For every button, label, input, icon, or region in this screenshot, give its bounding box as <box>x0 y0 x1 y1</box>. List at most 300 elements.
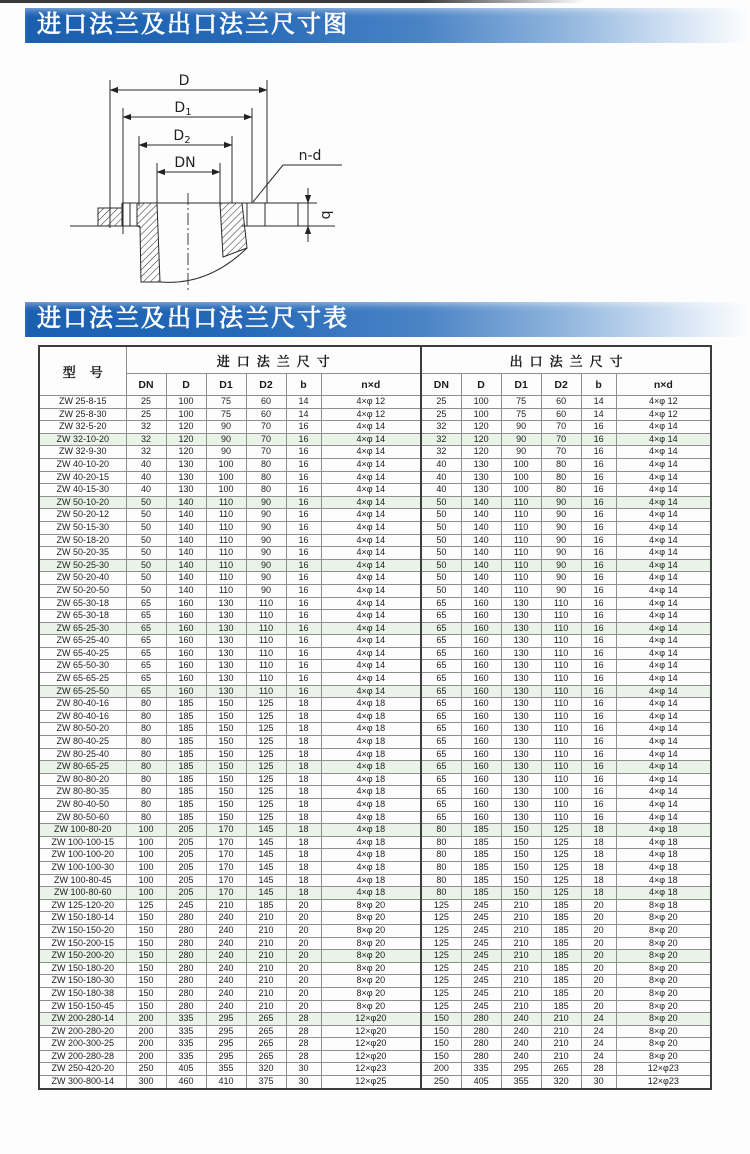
value-cell: 4×φ 18 <box>616 874 711 887</box>
value-cell: 4×φ 14 <box>616 773 711 786</box>
value-cell: 4×φ 14 <box>616 748 711 761</box>
table-row <box>39 912 711 925</box>
value-cell: 16 <box>286 673 321 686</box>
value-cell: 65 <box>421 799 461 812</box>
value-cell: 125 <box>421 937 461 950</box>
model-cell: ZW 150-150-45 <box>39 1000 126 1013</box>
value-cell: 335 <box>461 1063 501 1076</box>
value-cell: 110 <box>206 521 246 534</box>
value-cell: 295 <box>206 1025 246 1038</box>
value-cell: 50 <box>421 572 461 585</box>
value-cell: 80 <box>421 887 461 900</box>
value-cell: 110 <box>541 723 581 736</box>
model-cell: ZW 50-20-12 <box>39 509 126 522</box>
value-cell: 4×φ 14 <box>616 572 711 585</box>
value-cell: 240 <box>206 937 246 950</box>
col-header-dn: DN <box>126 374 166 396</box>
value-cell: 130 <box>206 597 246 610</box>
value-cell: 130 <box>206 647 246 660</box>
value-cell: 200 <box>126 1050 166 1063</box>
value-cell: 125 <box>246 786 286 799</box>
value-cell: 185 <box>461 874 501 887</box>
value-cell: 14 <box>286 396 321 409</box>
value-cell: 170 <box>206 861 246 874</box>
table-row <box>39 1076 711 1089</box>
table-row <box>39 1013 711 1026</box>
table-row <box>39 849 711 862</box>
value-cell: 4×φ 18 <box>321 874 421 887</box>
value-cell: 4×φ 18 <box>321 786 421 799</box>
value-cell: 200 <box>126 1025 166 1038</box>
value-cell: 16 <box>581 748 616 761</box>
value-cell: 100 <box>501 484 541 497</box>
value-cell: 4×φ 14 <box>616 811 711 824</box>
table-row <box>39 471 711 484</box>
value-cell: 70 <box>541 421 581 434</box>
value-cell: 160 <box>461 748 501 761</box>
value-cell: 125 <box>421 962 461 975</box>
value-cell: 65 <box>421 685 461 698</box>
table-row <box>39 610 711 623</box>
value-cell: 110 <box>246 635 286 648</box>
value-cell: 16 <box>581 647 616 660</box>
value-cell: 80 <box>421 861 461 874</box>
value-cell: 210 <box>501 924 541 937</box>
value-cell: 160 <box>166 685 206 698</box>
value-cell: 210 <box>501 1000 541 1013</box>
value-cell: 125 <box>541 887 581 900</box>
value-cell: 150 <box>126 924 166 937</box>
value-cell: 16 <box>581 761 616 774</box>
value-cell: 335 <box>166 1050 206 1063</box>
value-cell: 150 <box>126 987 166 1000</box>
value-cell: 65 <box>421 723 461 736</box>
table-row <box>39 736 711 749</box>
value-cell: 240 <box>501 1038 541 1051</box>
value-cell: 65 <box>421 622 461 635</box>
value-cell: 18 <box>286 786 321 799</box>
value-cell: 245 <box>461 899 501 912</box>
value-cell: 65 <box>421 786 461 799</box>
value-cell: 18 <box>581 836 616 849</box>
value-cell: 8×φ 20 <box>616 912 711 925</box>
value-cell: 110 <box>246 685 286 698</box>
value-cell: 4×φ 14 <box>616 698 711 711</box>
section-title-diagram <box>25 8 750 43</box>
model-cell: ZW 150-180-30 <box>39 975 126 988</box>
value-cell: 28 <box>286 1013 321 1026</box>
value-cell: 130 <box>166 484 206 497</box>
value-cell: 110 <box>501 534 541 547</box>
value-cell: 18 <box>286 824 321 837</box>
value-cell: 16 <box>286 421 321 434</box>
value-cell: 8×φ 20 <box>616 1025 711 1038</box>
table-row <box>39 572 711 585</box>
value-cell: 16 <box>286 509 321 522</box>
value-cell: 185 <box>541 937 581 950</box>
value-cell: 16 <box>581 559 616 572</box>
value-cell: 18 <box>286 736 321 749</box>
value-cell: 16 <box>581 673 616 686</box>
value-cell: 110 <box>206 509 246 522</box>
value-cell: 240 <box>501 1013 541 1026</box>
model-cell: ZW 65-40-25 <box>39 647 126 660</box>
value-cell: 16 <box>286 622 321 635</box>
value-cell: 110 <box>246 622 286 635</box>
table-row <box>39 950 711 963</box>
value-cell: 4×φ 14 <box>321 471 421 484</box>
value-cell: 4×φ 14 <box>321 509 421 522</box>
value-cell: 4×φ 12 <box>616 408 711 421</box>
value-cell: 150 <box>126 1000 166 1013</box>
value-cell: 200 <box>421 1063 461 1076</box>
value-cell: 210 <box>541 1013 581 1026</box>
value-cell: 18 <box>286 799 321 812</box>
value-cell: 265 <box>246 1050 286 1063</box>
value-cell: 140 <box>461 572 501 585</box>
model-cell: ZW 50-25-30 <box>39 559 126 572</box>
value-cell: 130 <box>501 698 541 711</box>
value-cell: 16 <box>286 534 321 547</box>
value-cell: 4×φ 14 <box>321 421 421 434</box>
value-cell: 125 <box>541 874 581 887</box>
value-cell: 150 <box>206 799 246 812</box>
value-cell: 90 <box>501 433 541 446</box>
value-cell: 80 <box>246 484 286 497</box>
value-cell: 16 <box>581 698 616 711</box>
value-cell: 8×φ 20 <box>616 1038 711 1051</box>
model-cell: ZW 125-120-20 <box>39 899 126 912</box>
value-cell: 65 <box>421 673 461 686</box>
value-cell: 240 <box>206 912 246 925</box>
value-cell: 185 <box>166 773 206 786</box>
value-cell: 160 <box>461 723 501 736</box>
value-cell: 16 <box>286 496 321 509</box>
value-cell: 185 <box>166 761 206 774</box>
value-cell: 16 <box>581 458 616 471</box>
value-cell: 16 <box>581 773 616 786</box>
value-cell: 210 <box>501 962 541 975</box>
value-cell: 4×φ 14 <box>616 786 711 799</box>
value-cell: 280 <box>461 1025 501 1038</box>
value-cell: 110 <box>541 647 581 660</box>
value-cell: 4×φ 14 <box>616 685 711 698</box>
value-cell: 16 <box>581 622 616 635</box>
value-cell: 120 <box>461 446 501 459</box>
table-row <box>39 786 711 799</box>
value-cell: 160 <box>166 647 206 660</box>
value-cell: 110 <box>501 559 541 572</box>
model-cell: ZW 32-5-20 <box>39 421 126 434</box>
value-cell: 125 <box>541 861 581 874</box>
model-cell: ZW 200-280-14 <box>39 1013 126 1026</box>
value-cell: 160 <box>461 673 501 686</box>
table-row <box>39 584 711 597</box>
value-cell: 20 <box>286 950 321 963</box>
value-cell: 65 <box>421 635 461 648</box>
col-header-dn: DN <box>421 374 461 396</box>
value-cell: 210 <box>246 1000 286 1013</box>
value-cell: 4×φ 18 <box>321 736 421 749</box>
value-cell: 150 <box>206 748 246 761</box>
value-cell: 125 <box>246 723 286 736</box>
model-cell: ZW 65-30-18 <box>39 610 126 623</box>
value-cell: 50 <box>126 584 166 597</box>
value-cell: 110 <box>541 698 581 711</box>
value-cell: 130 <box>461 458 501 471</box>
value-cell: 80 <box>421 874 461 887</box>
model-cell: ZW 50-18-20 <box>39 534 126 547</box>
value-cell: 200 <box>126 1038 166 1051</box>
table-row <box>39 861 711 874</box>
value-cell: 150 <box>501 849 541 862</box>
dim-label-b: b <box>318 210 334 220</box>
value-cell: 65 <box>126 685 166 698</box>
value-cell: 100 <box>461 408 501 421</box>
value-cell: 145 <box>246 874 286 887</box>
value-cell: 16 <box>581 534 616 547</box>
value-cell: 4×φ 14 <box>616 647 711 660</box>
table-row <box>39 622 711 635</box>
value-cell: 145 <box>246 861 286 874</box>
value-cell: 110 <box>541 799 581 812</box>
value-cell: 120 <box>166 446 206 459</box>
table-row <box>39 509 711 522</box>
value-cell: 4×φ 14 <box>321 484 421 497</box>
value-cell: 4×φ 12 <box>616 396 711 409</box>
value-cell: 8×φ 20 <box>616 937 711 950</box>
value-cell: 355 <box>206 1063 246 1076</box>
value-cell: 150 <box>206 736 246 749</box>
value-cell: 18 <box>286 761 321 774</box>
value-cell: 160 <box>461 811 501 824</box>
value-cell: 50 <box>126 534 166 547</box>
value-cell: 20 <box>286 924 321 937</box>
value-cell: 4×φ 14 <box>321 446 421 459</box>
value-cell: 65 <box>421 773 461 786</box>
model-cell: ZW 100-80-20 <box>39 824 126 837</box>
value-cell: 80 <box>246 471 286 484</box>
model-cell: ZW 80-80-35 <box>39 786 126 799</box>
col-header-b: b <box>581 374 616 396</box>
section-title-table <box>25 302 750 337</box>
value-cell: 150 <box>206 723 246 736</box>
value-cell: 50 <box>421 521 461 534</box>
value-cell: 280 <box>166 950 206 963</box>
value-cell: 125 <box>541 849 581 862</box>
value-cell: 125 <box>246 710 286 723</box>
model-cell: ZW 50-15-30 <box>39 521 126 534</box>
value-cell: 4×φ 14 <box>321 673 421 686</box>
value-cell: 8×φ 20 <box>616 962 711 975</box>
value-cell: 4×φ 14 <box>321 660 421 673</box>
value-cell: 90 <box>246 509 286 522</box>
value-cell: 280 <box>166 987 206 1000</box>
value-cell: 130 <box>501 723 541 736</box>
value-cell: 245 <box>461 950 501 963</box>
value-cell: 130 <box>501 786 541 799</box>
value-cell: 30 <box>286 1076 321 1089</box>
value-cell: 295 <box>501 1063 541 1076</box>
value-cell: 110 <box>541 685 581 698</box>
value-cell: 8×φ 20 <box>321 937 421 950</box>
value-cell: 375 <box>246 1076 286 1089</box>
value-cell: 32 <box>421 446 461 459</box>
value-cell: 125 <box>421 899 461 912</box>
value-cell: 185 <box>541 962 581 975</box>
value-cell: 18 <box>286 723 321 736</box>
value-cell: 145 <box>246 836 286 849</box>
value-cell: 125 <box>421 987 461 1000</box>
value-cell: 16 <box>581 572 616 585</box>
value-cell: 90 <box>541 547 581 560</box>
value-cell: 4×φ 18 <box>321 698 421 711</box>
value-cell: 8×φ 20 <box>321 962 421 975</box>
value-cell: 90 <box>541 559 581 572</box>
value-cell: 65 <box>421 748 461 761</box>
col-header-d1: D1 <box>501 374 541 396</box>
flange-diagram <box>0 50 750 300</box>
value-cell: 140 <box>461 496 501 509</box>
value-cell: 125 <box>246 748 286 761</box>
value-cell: 125 <box>246 811 286 824</box>
value-cell: 125 <box>246 773 286 786</box>
value-cell: 110 <box>501 584 541 597</box>
value-cell: 125 <box>421 912 461 925</box>
value-cell: 65 <box>126 610 166 623</box>
value-cell: 150 <box>421 1025 461 1038</box>
value-cell: 16 <box>581 433 616 446</box>
value-cell: 335 <box>166 1038 206 1051</box>
value-cell: 50 <box>421 534 461 547</box>
value-cell: 150 <box>206 710 246 723</box>
value-cell: 120 <box>461 421 501 434</box>
value-cell: 18 <box>581 887 616 900</box>
value-cell: 210 <box>501 975 541 988</box>
value-cell: 75 <box>501 396 541 409</box>
value-cell: 16 <box>581 660 616 673</box>
value-cell: 210 <box>246 912 286 925</box>
value-cell: 8×φ 20 <box>616 924 711 937</box>
value-cell: 90 <box>246 572 286 585</box>
value-cell: 185 <box>166 786 206 799</box>
value-cell: 240 <box>206 975 246 988</box>
value-cell: 160 <box>461 761 501 774</box>
table-row <box>39 433 711 446</box>
table-row <box>39 1050 711 1063</box>
model-cell: ZW 50-20-40 <box>39 572 126 585</box>
value-cell: 90 <box>246 547 286 560</box>
value-cell: 245 <box>461 937 501 950</box>
value-cell: 60 <box>541 396 581 409</box>
value-cell: 4×φ 14 <box>321 685 421 698</box>
model-cell: ZW 50-20-50 <box>39 584 126 597</box>
table-row <box>39 811 711 824</box>
value-cell: 16 <box>286 685 321 698</box>
value-cell: 110 <box>541 610 581 623</box>
value-cell: 160 <box>461 635 501 648</box>
value-cell: 145 <box>246 849 286 862</box>
value-cell: 130 <box>206 635 246 648</box>
value-cell: 16 <box>581 521 616 534</box>
value-cell: 90 <box>541 521 581 534</box>
value-cell: 8×φ 20 <box>616 1013 711 1026</box>
value-cell: 80 <box>126 698 166 711</box>
col-header-nxd: n×d <box>616 374 711 396</box>
value-cell: 18 <box>286 874 321 887</box>
table-row <box>39 547 711 560</box>
value-cell: 80 <box>126 723 166 736</box>
value-cell: 110 <box>501 496 541 509</box>
table-row <box>39 1038 711 1051</box>
value-cell: 245 <box>461 1000 501 1013</box>
value-cell: 240 <box>206 1000 246 1013</box>
value-cell: 75 <box>206 396 246 409</box>
value-cell: 65 <box>126 635 166 648</box>
value-cell: 65 <box>421 698 461 711</box>
value-cell: 16 <box>581 685 616 698</box>
value-cell: 4×φ 18 <box>616 824 711 837</box>
value-cell: 265 <box>246 1038 286 1051</box>
table-row <box>39 773 711 786</box>
value-cell: 18 <box>286 849 321 862</box>
table-row <box>39 534 711 547</box>
value-cell: 210 <box>541 1025 581 1038</box>
table-row <box>39 458 711 471</box>
value-cell: 16 <box>286 660 321 673</box>
table-row <box>39 647 711 660</box>
model-cell: ZW 32-9-30 <box>39 446 126 459</box>
value-cell: 40 <box>421 458 461 471</box>
model-cell: ZW 80-40-25 <box>39 736 126 749</box>
value-cell: 16 <box>581 584 616 597</box>
value-cell: 4×φ 14 <box>616 635 711 648</box>
value-cell: 12×φ20 <box>321 1025 421 1038</box>
model-cell: ZW 300-800-14 <box>39 1076 126 1089</box>
table-row <box>39 710 711 723</box>
table-row <box>39 597 711 610</box>
model-cell: ZW 40-15-30 <box>39 484 126 497</box>
value-cell: 90 <box>246 521 286 534</box>
value-cell: 32 <box>126 446 166 459</box>
value-cell: 60 <box>246 408 286 421</box>
model-cell: ZW 200-300-25 <box>39 1038 126 1051</box>
value-cell: 245 <box>461 975 501 988</box>
value-cell: 18 <box>286 836 321 849</box>
value-cell: 16 <box>286 610 321 623</box>
value-cell: 130 <box>501 685 541 698</box>
table-body <box>39 396 711 1089</box>
value-cell: 8×φ 20 <box>321 899 421 912</box>
title-text: 进口法兰及出口法兰尺寸表 <box>37 306 349 332</box>
model-cell: ZW 80-80-20 <box>39 773 126 786</box>
value-cell: 185 <box>541 987 581 1000</box>
value-cell: 4×φ 18 <box>321 773 421 786</box>
col-header-d1: D1 <box>206 374 246 396</box>
value-cell: 80 <box>126 786 166 799</box>
value-cell: 130 <box>501 761 541 774</box>
value-cell: 16 <box>286 584 321 597</box>
value-cell: 12×φ20 <box>321 1038 421 1051</box>
table-row <box>39 887 711 900</box>
value-cell: 140 <box>166 547 206 560</box>
value-cell: 4×φ 14 <box>616 622 711 635</box>
value-cell: 16 <box>286 484 321 497</box>
value-cell: 16 <box>581 635 616 648</box>
model-cell: ZW 40-20-15 <box>39 471 126 484</box>
value-cell: 50 <box>126 496 166 509</box>
value-cell: 185 <box>541 924 581 937</box>
